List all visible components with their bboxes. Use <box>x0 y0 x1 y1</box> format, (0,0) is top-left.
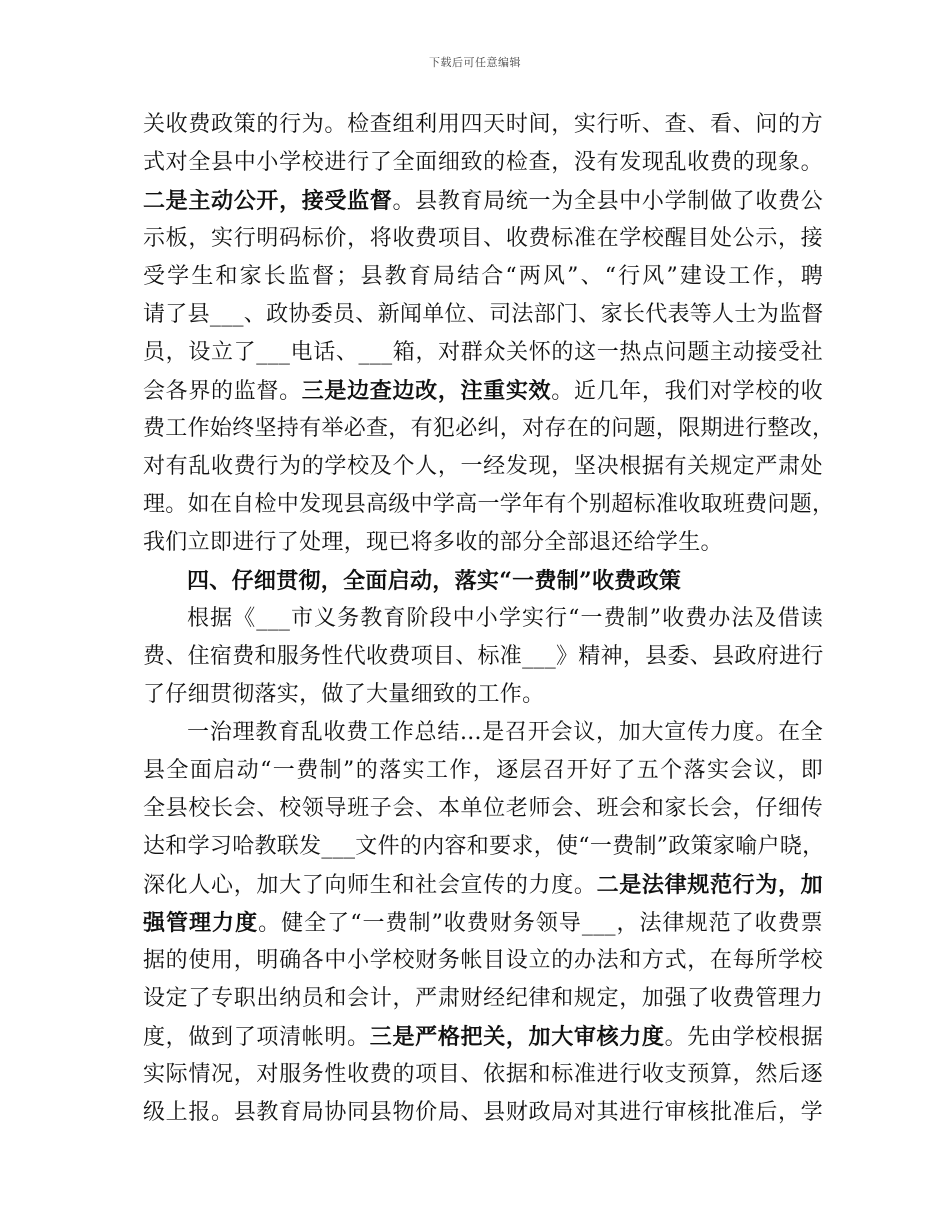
text-line: 费工作始终坚持有举必查，有犯必纠，对存在的问题，限期进行整改， <box>143 416 835 441</box>
text-line: 深化人心，加大了向师生和社会宣传的力度。二是法律规范行为，加 <box>143 872 823 898</box>
bold-heading: 强管理力度 <box>143 910 259 936</box>
bold-heading: 三是边查边改，注重实效 <box>301 378 552 404</box>
text-line: 全县校长会、校领导班子会、本单位老师会、班会和家长会，仔细传 <box>143 796 823 821</box>
text-line: 我们立即进行了处理，现已将多收的部分全部退还给学生。 <box>143 530 723 555</box>
text-line: 设定了专职出纳员和会计，严肃财经纪律和规定，加强了收费管理力 <box>143 986 823 1011</box>
text-line: 强管理力度。健全了“一费制”收费财务领导___，法律规范了收费票 <box>143 910 823 936</box>
text-line: 受学生和家长监督；县教育局结合“两风”、“行风”建设工作，聘 <box>143 264 823 289</box>
text-line: 度，做到了项清帐明。三是严格把关，加大审核力度。先由学校根据 <box>143 1024 823 1050</box>
section-heading: 四、仔细贯彻，全面启动，落实“一费制”收费政策 <box>187 568 682 594</box>
bold-heading: 二是法律规范行为，加 <box>596 872 823 898</box>
text-line: 会各界的监督。三是边查边改，注重实效。近几年，我们对学校的收 <box>143 378 823 404</box>
text-line: 关收费政策的行为。检查组利用四天时间，实行听、查、看、问的方 <box>143 112 823 137</box>
text-line: 一治理教育乱收费工作总结...是召开会议，加大宣传力度。在全 <box>187 720 823 745</box>
text-line: 示板，实行明码标价，将收费项目、收费标准在学校醒目处公示，接 <box>143 226 823 251</box>
page-header: 下载后可任意编辑 <box>429 56 521 69</box>
text-line: 对有乱收费行为的学校及个人，一经发现，坚决根据有关规定严肃处 <box>143 454 823 479</box>
text-line: 请了县___、政协委员、新闻单位、司法部门、家长代表等人士为监督 <box>143 302 824 327</box>
text-line: 二是主动公开，接受监督。县教育局统一为全县中小学制做了收费公 <box>143 188 823 214</box>
text-line: 据的使用，明确各中小学校财务帐目设立的办法和方式，在每所学校 <box>143 948 823 973</box>
document-body <box>143 106 835 1132</box>
text-line: 级上报。县教育局协同县物价局、县财政局对其进行审核批准后，学 <box>143 1100 823 1125</box>
text-line: 实际情况，对服务性收费的项目、依据和标准进行收支预算，然后逐 <box>143 1062 823 1087</box>
bold-heading: 三是严格把关，加大审核力度 <box>369 1024 665 1050</box>
text-line: 理。如在自检中发现县高级中学高一学年有个别超标准收取班费问题， <box>143 492 835 517</box>
text-line: 费、住宿费和服务性代收费项目、标准___》精神，县委、县政府进行 <box>143 644 824 669</box>
bold-heading: 二是主动公开，接受监督 <box>143 188 393 214</box>
section-title <box>143 562 823 600</box>
text-line: 员，设立了___电话、___箱，对群众关怀的这一热点问题主动接受社 <box>143 340 823 365</box>
text-line: 式对全县中小学校进行了全面细致的检查，没有发现乱收费的现象。 <box>143 150 823 175</box>
text-line: 了仔细贯彻落实，做了大量细致的工作。 <box>143 682 545 707</box>
text-line: 县全面启动“一费制”的落实工作，逐层召开好了五个落实会议，即 <box>143 758 823 783</box>
text-line: 达和学习哈教联发___文件的内容和要求，使“一费制”政策家喻户晓， <box>143 834 825 859</box>
text-line: 根据《___市义务教育阶段中小学实行“一费制”收费办法及借读 <box>187 606 823 631</box>
